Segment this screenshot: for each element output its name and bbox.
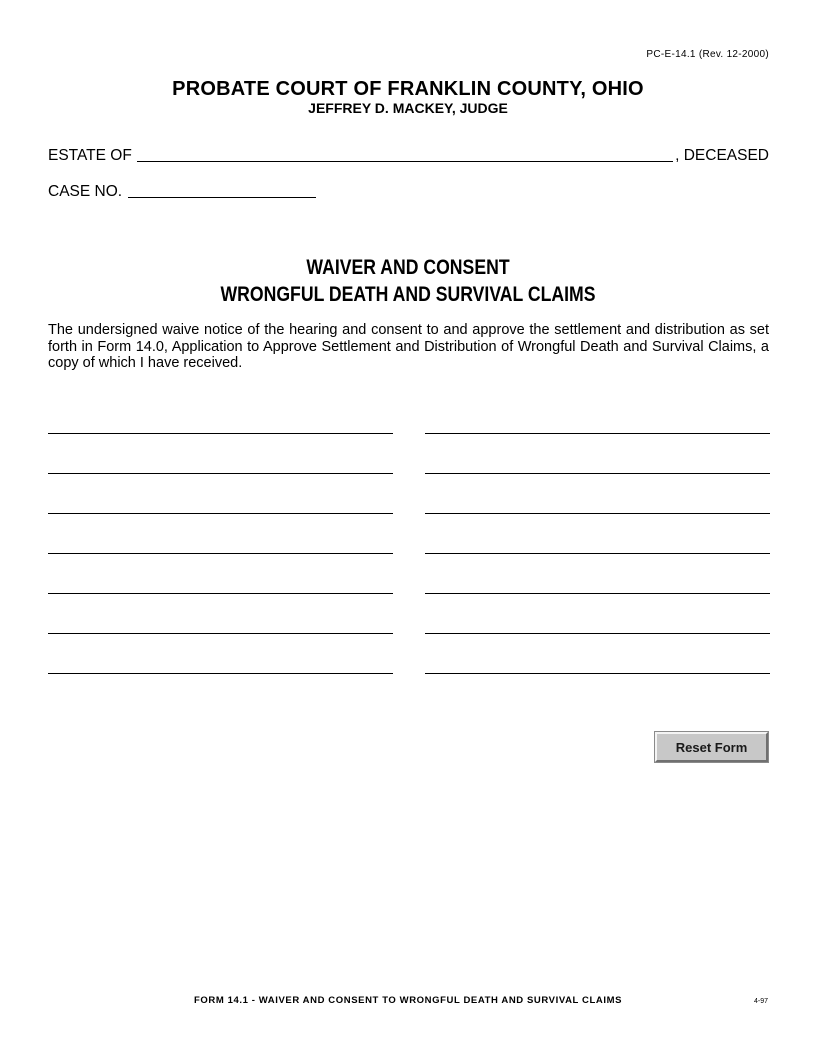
signature-line[interactable] [48, 473, 393, 474]
form-number: PC-E-14.1 (Rev. 12-2000) [646, 49, 769, 60]
judge-name: JEFFREY D. MACKEY, JUDGE [308, 100, 508, 116]
signature-line[interactable] [425, 553, 770, 554]
signature-line[interactable] [48, 673, 393, 674]
signature-line[interactable] [48, 513, 393, 514]
footer-code: 4-97 [753, 998, 768, 1005]
case-number-label: CASE NO. [48, 183, 123, 200]
signature-line[interactable] [425, 673, 770, 674]
estate-row [48, 147, 769, 165]
signature-line[interactable] [48, 433, 393, 434]
footer-title: FORM 14.1 - WAIVER AND CONSENT TO WRONGFUL DEATH AND SURVIVAL CLAIMS [193, 995, 623, 1006]
signature-line[interactable] [48, 593, 393, 594]
signature-line[interactable] [425, 433, 770, 434]
court-name: PROBATE COURT OF FRANKLIN COUNTY, OHIO [172, 78, 644, 100]
signature-line[interactable] [425, 633, 770, 634]
form-subtitle: WRONGFUL DEATH AND SURVIVAL CLAIMS [220, 283, 596, 306]
signature-line[interactable] [425, 593, 770, 594]
signature-line[interactable] [48, 633, 393, 634]
estate-name-field[interactable] [137, 147, 673, 162]
signature-line[interactable] [48, 553, 393, 554]
estate-label: ESTATE OF [48, 147, 132, 164]
deceased-label: , DECEASED [675, 147, 769, 164]
reset-form-button[interactable]: Reset Form [655, 732, 768, 762]
case-number-field[interactable] [128, 183, 316, 198]
signature-line[interactable] [425, 513, 770, 514]
signature-line[interactable] [425, 473, 770, 474]
waiver-statement: The undersigned waive notice of the hearing and consent to and approve the settlement and distribution as set forth in Form 14.0, Application to Approve Settlement and Distribution of Wrongful Death and Survival Claims, a copy of which I have received. [48, 322, 769, 371]
form-title: WAIVER AND CONSENT [306, 256, 510, 279]
case-row [48, 183, 316, 201]
